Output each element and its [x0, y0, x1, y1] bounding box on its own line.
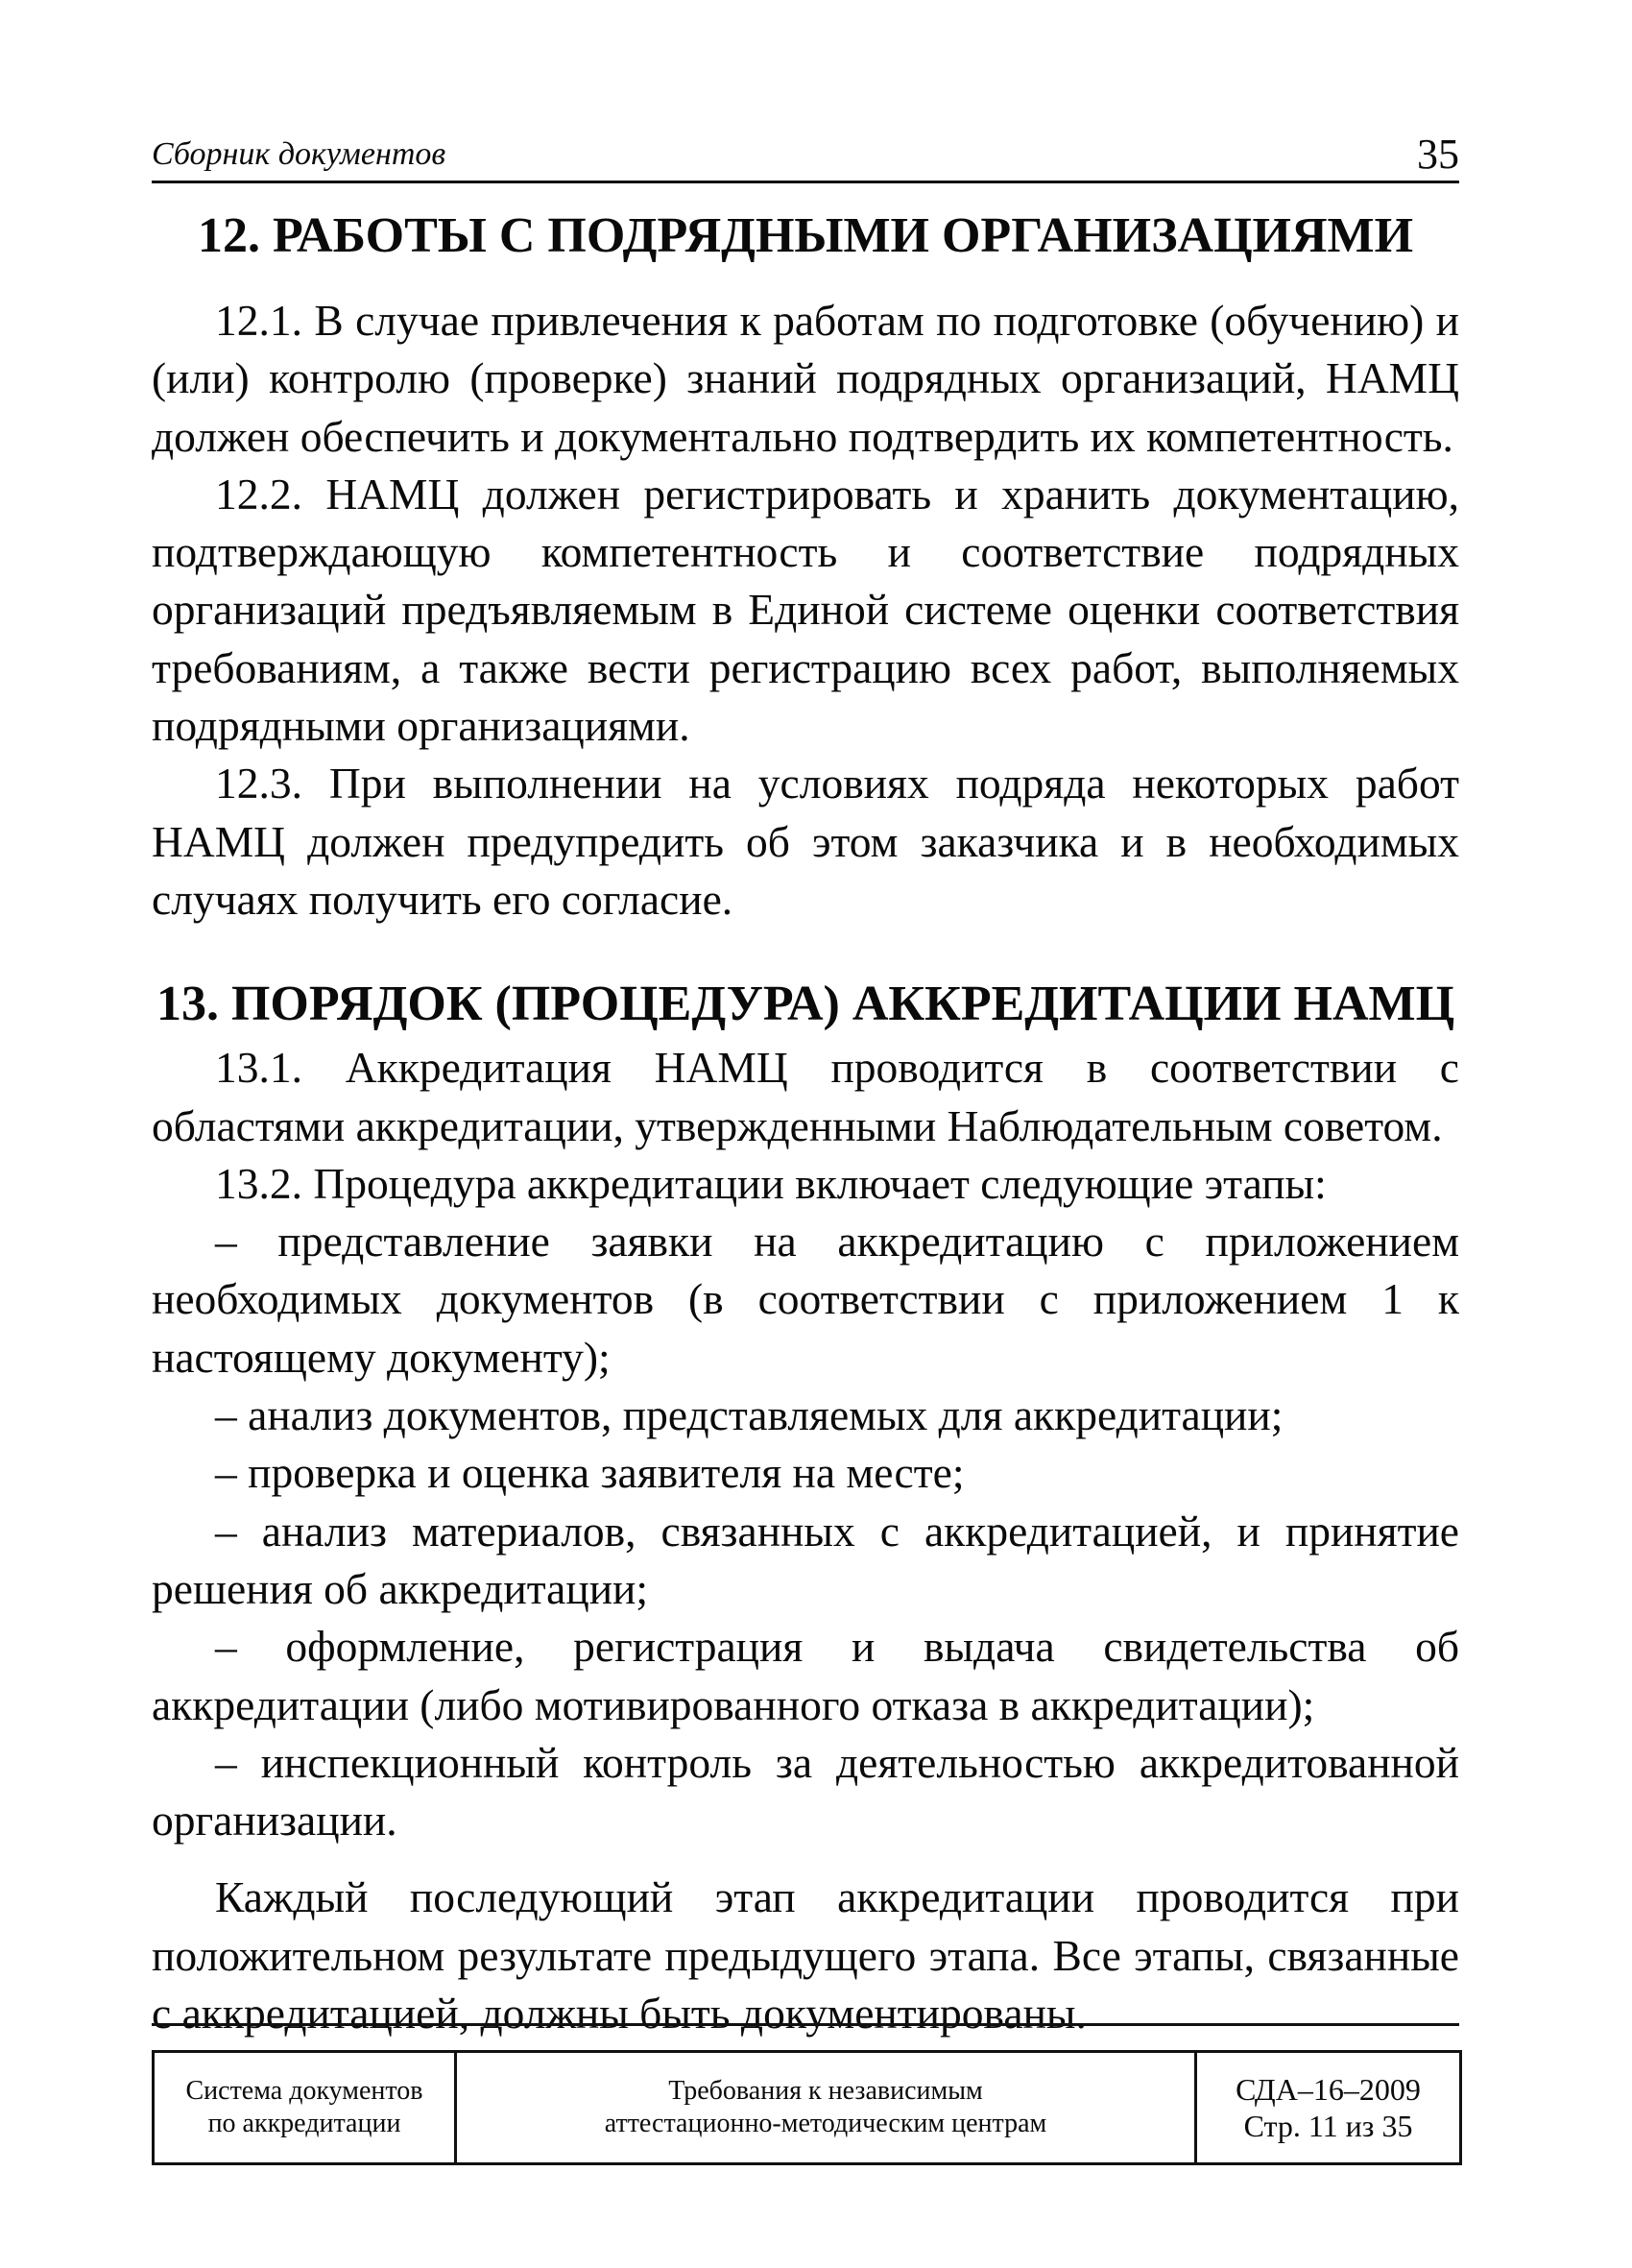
footer-system-cell [154, 2052, 456, 2164]
paragraph-13-2: 13.2. Процедура аккредитации включает следующие этапы: [215, 1158, 1327, 1208]
section-12-heading: 12. РАБОТЫ С ПОДРЯДНЫМИ ОРГАНИЗАЦИЯМИ [197, 208, 1414, 263]
list-item: – оформление, регистрация и выдача свидетельства об аккредитации (либо мотивированного отказа в аккредитации); [152, 1622, 1459, 1729]
paragraph-12-1: 12.1. В случае привлечения к работам по подготовке (обучению) и (или) контролю (проверке) знаний подрядных организаций, НАМЦ должен обеспечить и документально подтвердить их компетентность. [152, 296, 1459, 461]
page-number: 35 [1417, 131, 1459, 178]
footer-system-line2: по аккредитации [207, 2109, 401, 2138]
paragraph-12-2: 12.2. НАМЦ должен регистрировать и хранить документацию, подтверждающую компетентность и соответствие подрядных организаций предъявляемым в Единой системе оценки соответствия требованиям, а также вести регистрацию всех работ, выполняемых подрядными организациями. [152, 469, 1459, 751]
footer-title-line1: Требования к независимым [668, 2076, 983, 2106]
footer-table [152, 2050, 1462, 2165]
footer-code-cell [1196, 2052, 1461, 2164]
list-item: – представление заявки на аккредитацию с приложением необходимых документов (в соответствии с приложением 1 к настоящему документу); [152, 1217, 1459, 1382]
list-item: – инспекционный контроль за деятельностью аккредитованной организации. [152, 1737, 1459, 1846]
paragraph-12-3: 12.3. При выполнении на условиях подряда некоторых работ НАМЦ должен предупредить об этом заказчика и в необходимых случаях получить его согласие. [152, 759, 1459, 924]
document-code: СДА–16–2009 [1236, 2072, 1421, 2107]
paragraph-13-1: 13.1. Аккредитация НАМЦ проводится в соответствии с областями аккредитации, утвержденными Наблюдательным советом. [152, 1043, 1459, 1150]
document-page [152, 123, 1459, 2042]
running-header [152, 123, 1459, 183]
footer-system-line1: Система документов [185, 2076, 423, 2106]
page-count: Стр. 11 из 35 [1243, 2109, 1413, 2143]
bottom-rule [152, 2023, 1459, 2026]
footer-title-cell [456, 2052, 1196, 2164]
closing-paragraph: Каждый последующий этап аккредитации проводится при положительном результате предыдущего этапа. Все этапы, связанные с аккредитацией, должны быть документированы. [152, 1872, 1459, 2039]
collection-title: Сборник документов [152, 136, 446, 172]
section-13-heading: 13. ПОРЯДОК (ПРОЦЕДУРА) АККРЕДИТАЦИИ НАМЦ [156, 977, 1455, 1032]
list-item: – анализ документов, представляемых для аккредитации; [215, 1390, 1284, 1440]
list-item: – проверка и оценка заявителя на месте; [215, 1448, 965, 1498]
footer-title-line2: аттестационно-методическим центрам [604, 2109, 1047, 2138]
list-item: – анализ материалов, связанных с аккредитацией, и принятие решения об аккредитации; [152, 1506, 1459, 1613]
